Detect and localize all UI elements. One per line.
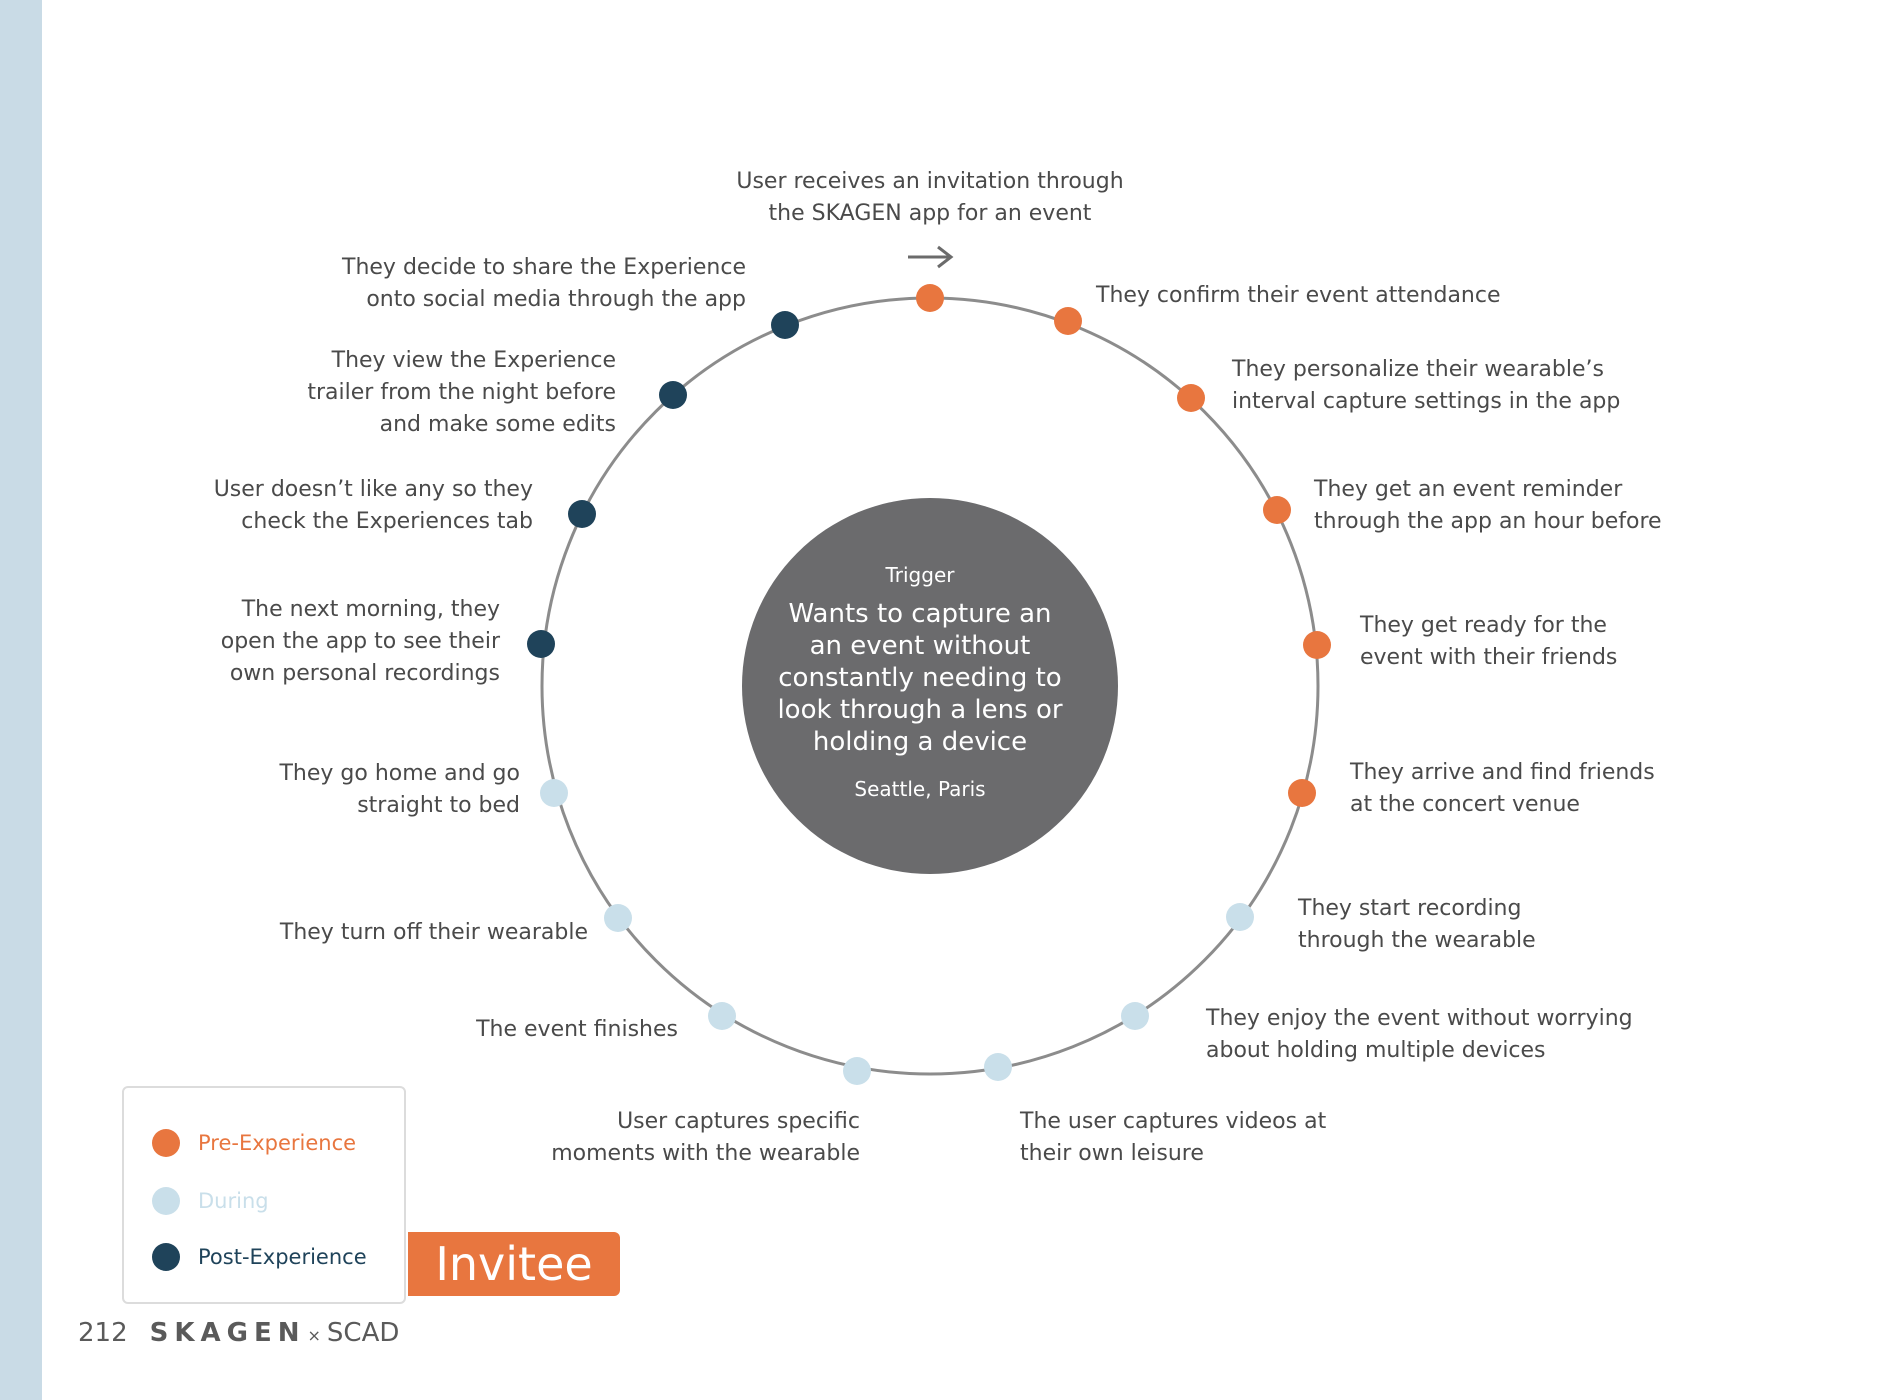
legend-label-post: Post-Experience <box>198 1245 367 1269</box>
step-dot-2-pre <box>1054 307 1082 335</box>
legend-item-during <box>152 1186 269 1216</box>
start-label: User receives an invitation through the SKAGEN app for an event <box>736 169 1124 226</box>
step-dot-7-during <box>1226 903 1254 931</box>
step-label-10: User captures specific moments with the wearable <box>551 1109 860 1166</box>
times-sign: × <box>307 1326 321 1345</box>
step-label-7: They start recording through the wearable <box>1298 896 1536 953</box>
step-dot-3-pre <box>1177 384 1205 412</box>
step-label-12: They turn off their wearable <box>279 920 588 945</box>
trigger-label: Trigger <box>885 563 955 587</box>
step-dot-1-pre <box>916 284 944 312</box>
step-label-8: They enjoy the event without worrying about holding multiple devices <box>1206 1006 1633 1063</box>
legend-dot-pre <box>152 1129 180 1157</box>
start-arrow <box>908 247 951 267</box>
legend-label-during: During <box>198 1189 269 1213</box>
step-dot-9-during <box>984 1053 1012 1081</box>
step-label-4: They get an event reminder through the app an hour before <box>1314 477 1662 534</box>
step-dot-14-post <box>527 630 555 658</box>
legend-item-pre <box>152 1128 356 1158</box>
step-label-17: They decide to share the Experience onto social media through the app <box>342 255 746 312</box>
page-number: 212 <box>78 1318 128 1348</box>
step-label-9: The user captures videos at their own leisure <box>1020 1109 1327 1166</box>
step-label-14: The next morning, they open the app to see their own personal recordings <box>220 597 500 686</box>
step-dot-16-post <box>659 381 687 409</box>
brand-logo-text: SKAGEN <box>149 1318 306 1348</box>
legend <box>122 1086 406 1304</box>
step-dot-15-post <box>568 500 596 528</box>
legend-dot-during <box>152 1187 180 1215</box>
step-label-15: User doesn’t like any so they check the Experiences tab <box>213 477 533 534</box>
step-dot-6-pre <box>1288 779 1316 807</box>
trigger-location: Seattle, Paris <box>854 777 986 801</box>
step-dot-17-post <box>771 311 799 339</box>
step-dot-8-during <box>1121 1002 1149 1030</box>
legend-label-pre: Pre-Experience <box>198 1131 357 1155</box>
persona-badge: Invitee <box>408 1232 620 1296</box>
step-label-2: They confirm their event attendance <box>1096 283 1501 308</box>
partner-name: SCAD <box>326 1318 400 1348</box>
step-dot-13-during <box>540 779 568 807</box>
footer <box>78 1318 399 1352</box>
step-label-3: They personalize their wearable’s interval capture settings in the app <box>1232 357 1621 414</box>
step-label-5: They get ready for the event with their friends <box>1360 613 1618 670</box>
step-dot-11-during <box>708 1002 736 1030</box>
step-dot-12-during <box>604 904 632 932</box>
step-label-11: The event finishes <box>476 1017 678 1042</box>
step-dot-10-during <box>843 1057 871 1085</box>
step-label-6: They arrive and find friends at the concert venue <box>1350 760 1655 817</box>
legend-dot-post <box>152 1243 180 1271</box>
step-dot-5-pre <box>1303 631 1331 659</box>
step-label-13: They go home and go straight to bed <box>279 761 520 818</box>
step-label-16: They view the Experience trailer from the night before and make some edits <box>307 348 616 437</box>
trigger-text: Wants to capture an an event without constantly needing to look through a lens or holding a device <box>777 599 1063 757</box>
step-dot-4-pre <box>1263 496 1291 524</box>
legend-item-post <box>152 1242 367 1272</box>
